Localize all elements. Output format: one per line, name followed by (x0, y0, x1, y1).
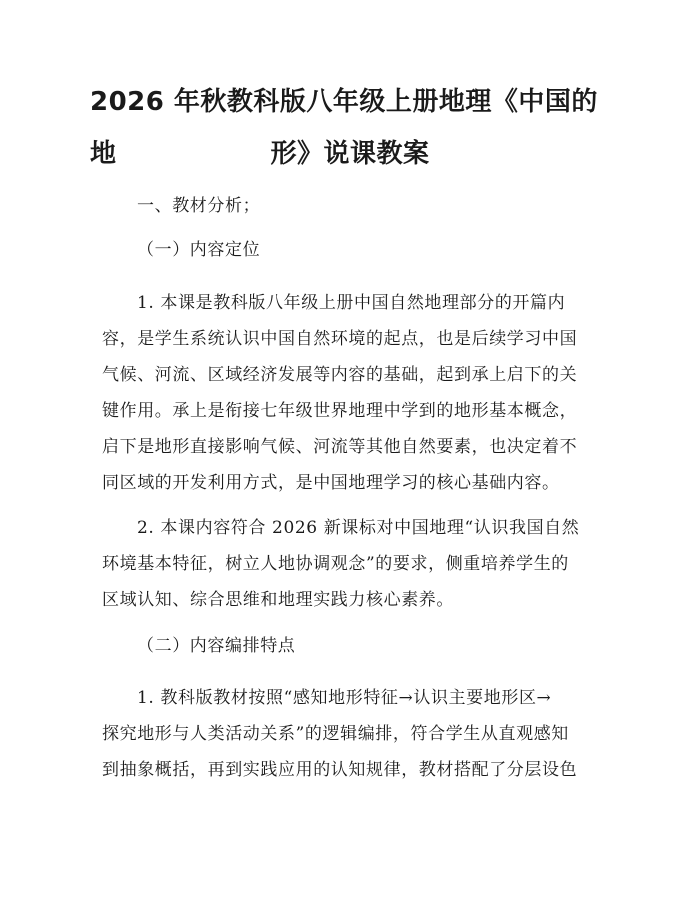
subsection-heading-content-positioning: （一）内容定位 (137, 240, 261, 260)
document-title-line-2: 形》说课教案 (270, 139, 430, 169)
paragraph-line: 1. 教科版教材按照“感知地形特征→认识主要地形区→ (137, 688, 552, 708)
paragraph-line: 容，是学生系统认识中国自然环境的起点，也是后续学习中国 (102, 329, 578, 349)
paragraph-line: 键作用。承上是衔接七年级世界地理中学到的地形基本概念， (102, 401, 578, 421)
subsection-heading-content-arrangement: （二）内容编排特点 (137, 636, 296, 656)
paragraph-line: 气候、河流、区域经济发展等内容的基础，起到承上启下的关 (102, 365, 578, 385)
section-heading-teaching-material-analysis: 一、教材分析； (137, 196, 261, 216)
paragraph-line: 启下是地形直接影响气候、河流等其他自然要素，也决定着不 (102, 437, 578, 457)
paragraph-line: 2. 本课内容符合 2026 新课标对中国地理“认识我国自然 (137, 518, 580, 538)
paragraph-line: 同区域的开发利用方式，是中国地理学习的核心基础内容。 (102, 473, 560, 493)
paragraph-line: 1. 本课是教科版八年级上册中国自然地理部分的开篇内 (137, 293, 566, 313)
paragraph-line: 环境基本特征，树立人地协调观念”的要求，侧重培养学生的 (102, 554, 569, 574)
paragraph-line: 区域认知、综合思维和地理实践力核心素养。 (102, 590, 454, 610)
document-title-line-1: 2026 年秋教科版八年级上册地理《中国的地 (90, 87, 598, 169)
paragraph-line: 探究地形与人类活动关系”的逻辑编排，符合学生从直观感知 (102, 724, 569, 744)
paragraph-line: 到抽象概括，再到实践应用的认知规律，教材搭配了分层设色 (102, 760, 578, 780)
